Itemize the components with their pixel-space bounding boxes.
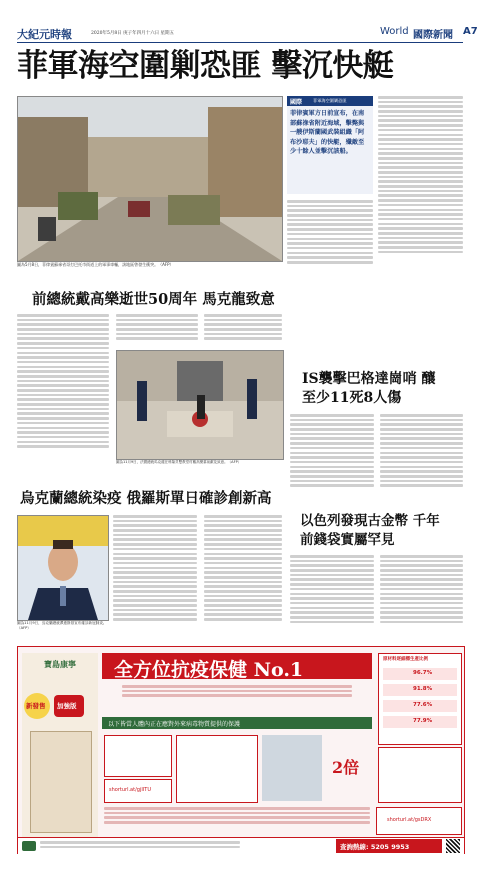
- story4-col-1: [113, 515, 197, 635]
- ingredient-table: [378, 653, 462, 745]
- story2-col-3: [204, 314, 282, 344]
- section-english: World: [380, 26, 409, 37]
- table-row: [383, 684, 457, 696]
- product-brand: 寶島康寧: [44, 659, 76, 669]
- story2-photo: [116, 350, 284, 460]
- story2-caption: 圖為11月9日，法國總統馬克龍在科隆貝雙教堂村戴高樂墓前獻花致意。（AFP）: [116, 460, 242, 464]
- table-title: 原材料逐細標生產比例: [383, 657, 428, 662]
- product-package: [30, 731, 92, 833]
- ad-bottom-text: [104, 807, 370, 833]
- top-story-body-col-2: [378, 96, 463, 270]
- ad-info-box-1: [104, 735, 172, 777]
- portrait-image: [18, 516, 108, 620]
- story4-photo: [17, 515, 109, 621]
- ad-logo: [22, 841, 36, 851]
- top-headline: 菲軍海空圍剿恐匪 擊沉快艇: [17, 48, 394, 84]
- section-chinese: 國際新聞: [413, 30, 453, 41]
- table-cell: 91.8%: [413, 686, 433, 692]
- table-row: [383, 668, 457, 680]
- story2-headline: 前總統戴高樂逝世50周年 馬克龍致意: [32, 291, 275, 308]
- table-cell: 96.7%: [413, 670, 433, 676]
- table-row: [383, 700, 457, 712]
- product-box: [22, 653, 98, 837]
- top-story-photo: [17, 96, 283, 262]
- story3-col-2: [380, 414, 463, 496]
- story4-caption: 圖為11月9日，烏克蘭總統澤連斯基宣布確診新冠肺炎。（AFP）: [17, 621, 107, 630]
- story4-headline: 烏克蘭總統染疫 俄羅斯單日確診創新高: [20, 490, 272, 507]
- ceremony-image: [117, 351, 283, 459]
- ad-subtext: [122, 685, 352, 705]
- ad-bottom-url[interactable]: shorturl.at/gsDRX: [387, 817, 432, 823]
- page-number: A7: [463, 26, 478, 37]
- table-row: [383, 716, 457, 728]
- story4-col-2: [204, 515, 282, 635]
- ad-url[interactable]: shorturl.at/gjIITU: [109, 787, 151, 793]
- sidebar-subtitle: 菲軍海空圍剿恐匪: [313, 98, 347, 103]
- sidebar-label-text: 國際: [290, 99, 303, 106]
- story5-col-1: [290, 555, 374, 633]
- new-badge: [24, 693, 50, 719]
- price-highlight: 2倍: [332, 758, 360, 777]
- top-story-caption: 圖為5月8日，菲律賓蘇祿省哥打巴托市街道上的軍事車輛，該地區曾發生衝突。（AFP）: [17, 262, 174, 267]
- special-badge-text: 加強版: [57, 702, 77, 710]
- qr-code[interactable]: [446, 839, 460, 853]
- story2-col-2: [116, 314, 198, 344]
- new-badge-text: 新發售: [26, 702, 46, 710]
- masthead-logo: 大紀元時報: [17, 28, 72, 41]
- ad-info-box-2: [104, 779, 172, 803]
- story2-col-1: [17, 314, 109, 464]
- ad-bottom-url-box: [376, 807, 462, 835]
- ad-tagline-bar: [102, 717, 372, 729]
- street-scene-image: [18, 97, 282, 261]
- sidebar-summary: 菲律賓軍方日前宣布，在南部蘇祿省附近海域，擊斃與一艘伊斯蘭國武裝組織「阿布沙耶夫」的快艇，殲敵至少十餘人並擊沉該船。: [290, 110, 365, 155]
- ad-title-banner: [102, 653, 372, 679]
- sidebar-label: [287, 96, 373, 106]
- table-cell: 77.6%: [413, 702, 433, 708]
- story3-headline: IS襲擊巴格達崗哨 釀至少11死8人傷: [302, 371, 436, 406]
- special-badge: [54, 695, 84, 717]
- ad-tagline: 以下皆當人體內正在應對外來病毒物質提供的保護: [108, 721, 241, 728]
- advertisement: [17, 646, 465, 854]
- ad-person-photo: [262, 735, 322, 801]
- ad-footer-text: [40, 841, 240, 851]
- story5-headline: 以色列發現古金幣 千年前錢袋實屬罕見: [300, 513, 440, 548]
- ad-footer: [18, 837, 464, 854]
- masthead-bar: [17, 26, 478, 43]
- hotline-text: 查詢熱線: 5205 9953: [340, 843, 410, 851]
- ad-price-badge: [328, 751, 372, 781]
- story3-col-1: [290, 414, 374, 496]
- top-story-sidebar: [287, 96, 373, 194]
- issue-date: 2020年5月8日 庚子年四月十六日 星期五: [91, 31, 175, 36]
- ad-info-box-3: [176, 735, 258, 803]
- story5-col-2: [380, 555, 463, 633]
- ad-title: 全方位抗疫保健 No.1: [114, 659, 304, 681]
- top-story-body-col-1: [287, 200, 373, 270]
- table-cell: 77.9%: [413, 718, 433, 724]
- ad-right-panel: [378, 747, 462, 803]
- hotline-box[interactable]: [336, 839, 442, 853]
